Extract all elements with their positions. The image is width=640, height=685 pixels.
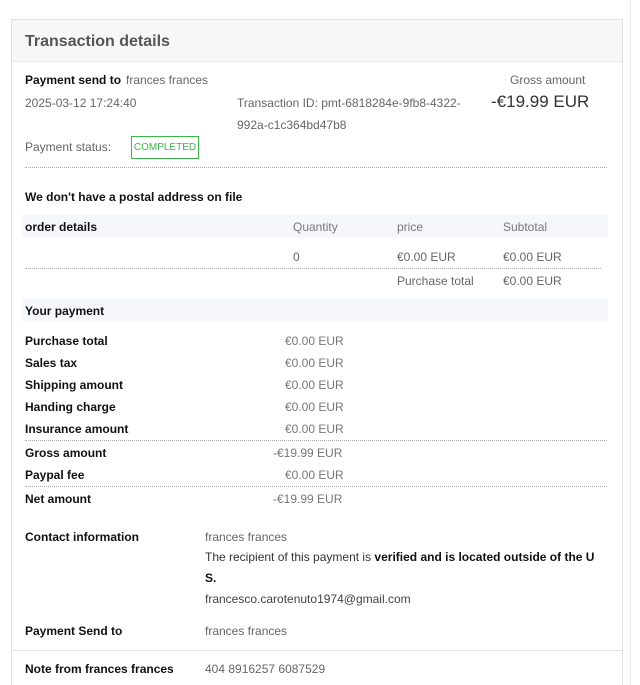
transaction-date: 2025-03-12 17:24:40 bbox=[25, 96, 137, 110]
recipient-verified-text: verified and is located outside of the U bbox=[374, 550, 595, 564]
transaction-id-line2: 992a-c1c364bd47b8 bbox=[237, 118, 347, 132]
transaction-id-line1: Transaction ID: pmt-6818284e-9fb8-4322- bbox=[237, 96, 461, 110]
shipping-amount-value: €0.00 EUR bbox=[285, 378, 344, 392]
status-badge: COMPLETED bbox=[131, 136, 199, 159]
card-header bbox=[12, 20, 622, 62]
insurance-amount-label: Insurance amount bbox=[25, 422, 129, 436]
handling-charge-value: €0.00 EUR bbox=[285, 400, 344, 414]
note-value: 404 8916257 6087529 bbox=[205, 662, 326, 676]
order-details-header: order details bbox=[25, 220, 98, 234]
purchase-total-row-value: €0.00 EUR bbox=[285, 334, 344, 348]
note-label: Note from frances frances bbox=[25, 662, 174, 676]
sales-tax-value: €0.00 EUR bbox=[285, 356, 344, 370]
order-row-price: €0.00 EUR bbox=[397, 250, 456, 264]
insurance-amount-value: €0.00 EUR bbox=[285, 422, 344, 436]
page-title: Transaction details bbox=[25, 33, 170, 50]
sales-tax-label: Sales tax bbox=[25, 356, 78, 370]
net-amount-label: Net amount bbox=[25, 492, 91, 506]
payment-status-label: Payment status: bbox=[25, 140, 112, 154]
contact-information-label: Contact information bbox=[25, 530, 139, 544]
your-payment-title: Your payment bbox=[25, 304, 105, 318]
purchase-total-row-label: Purchase total bbox=[25, 334, 108, 348]
net-amount-value: -€19.99 EUR bbox=[273, 492, 343, 506]
divider bbox=[25, 486, 607, 487]
purchase-total-value: €0.00 EUR bbox=[503, 274, 562, 288]
gross-amount-label: Gross amount bbox=[510, 73, 586, 87]
price-header: price bbox=[397, 220, 424, 234]
gross-amount-value: -€19.99 EUR bbox=[491, 92, 590, 111]
handling-charge-label: Handing charge bbox=[25, 400, 116, 414]
order-row-subtotal: €0.00 EUR bbox=[503, 250, 562, 264]
purchase-total-label: Purchase total bbox=[397, 274, 474, 288]
your-payment-header-band bbox=[22, 298, 608, 322]
subtotal-header: Subtotal bbox=[503, 220, 548, 234]
divider bbox=[25, 268, 601, 269]
contact-name: frances frances bbox=[205, 530, 288, 544]
page-edge-line bbox=[630, 0, 631, 685]
paypal-fee-label: Paypal fee bbox=[25, 468, 85, 482]
quantity-header: Quantity bbox=[293, 220, 338, 234]
divider bbox=[25, 167, 607, 168]
recipient-status-line1 bbox=[205, 550, 594, 564]
recipient-status-line2: S. bbox=[205, 571, 217, 585]
divider bbox=[12, 650, 622, 651]
order-row-quantity: 0 bbox=[293, 250, 300, 264]
payment-send-to-row-label: Payment Send to bbox=[25, 624, 123, 638]
divider bbox=[25, 440, 607, 441]
gross-amount-row-value: -€19.99 EUR bbox=[273, 446, 343, 460]
shipping-amount-label: Shipping amount bbox=[25, 378, 123, 392]
recipient-prefix: The recipient of this payment is bbox=[205, 550, 375, 564]
payment-send-to-row-value: frances frances bbox=[205, 624, 288, 638]
gross-amount-row-label: Gross amount bbox=[25, 446, 107, 460]
postal-address-notice: We don't have a postal address on file bbox=[25, 190, 243, 204]
contact-email: francesco.carotenuto1974@gmail.com bbox=[205, 592, 411, 606]
payment-send-to-label: Payment send to bbox=[25, 73, 122, 87]
payment-send-to-name: frances frances bbox=[126, 73, 209, 87]
paypal-fee-value: €0.00 EUR bbox=[285, 468, 344, 482]
